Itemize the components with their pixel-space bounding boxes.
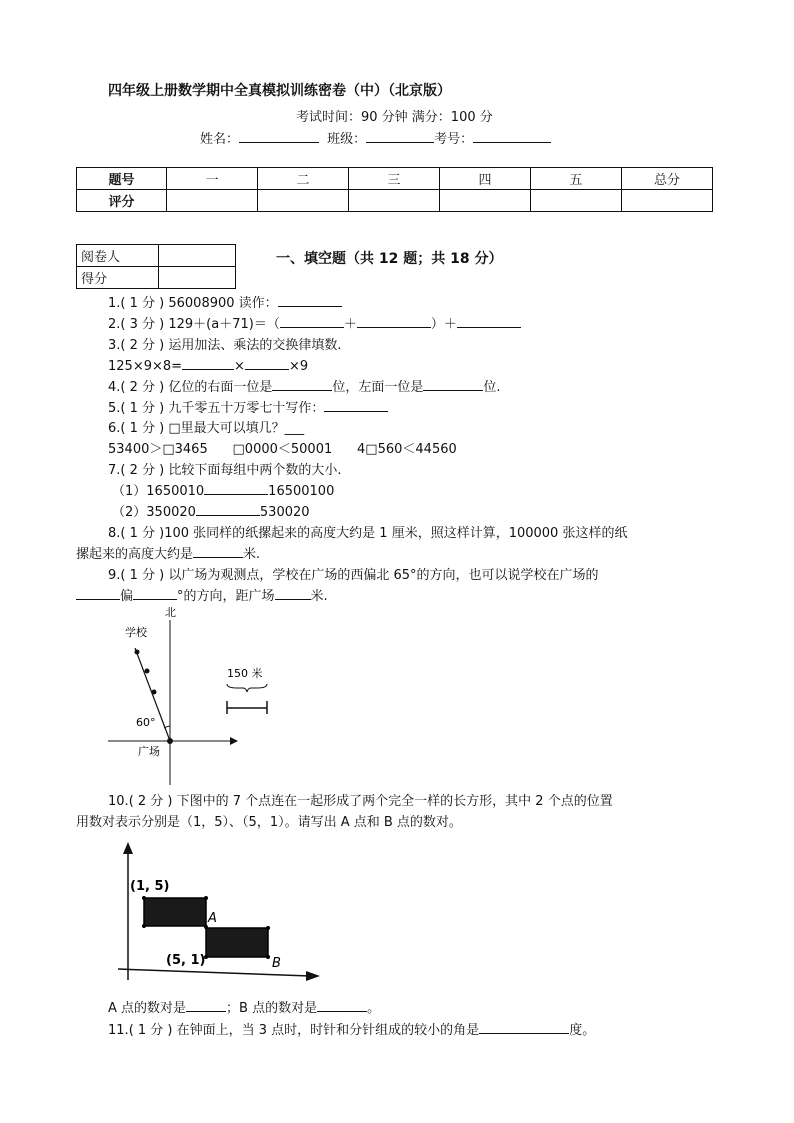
- scale-brace: [227, 684, 267, 692]
- score-row-header: 评分: [77, 190, 167, 212]
- answer-blank[interactable]: [275, 587, 311, 600]
- page-title: 四年级上册数学期中全真模拟训练密卷（中）（北京版）: [108, 83, 451, 99]
- rectangle-right: [206, 928, 268, 957]
- answer-blank[interactable]: [193, 545, 243, 558]
- point: [142, 924, 146, 928]
- north-label: 北: [165, 606, 176, 619]
- answer-blank[interactable]: [457, 315, 521, 328]
- point: [135, 650, 140, 655]
- question-2: 2.( 3 分 ) 129＋(a＋71)＝（ ＋ ）＋: [108, 315, 521, 335]
- x-axis: [118, 969, 310, 976]
- point-b: [266, 955, 270, 959]
- score-cell[interactable]: [167, 190, 258, 212]
- question-8-line2: 摞起来的高度大约是 米.: [76, 547, 261, 562]
- scale-label: 150 米: [227, 667, 263, 680]
- question-6: 6.( 1 分 ) □里最大可以填几？___: [108, 421, 305, 436]
- point: [266, 926, 270, 930]
- arrow-icon: [230, 737, 238, 745]
- rectangle-left: [144, 898, 206, 926]
- column-3: 三: [348, 168, 439, 190]
- point: [152, 690, 157, 695]
- answer-blank[interactable]: [186, 999, 226, 1012]
- answer-blank[interactable]: [245, 357, 289, 370]
- answer-blank[interactable]: [280, 315, 344, 328]
- class-label: 班级：: [327, 132, 367, 147]
- plaza-label: 广场: [138, 745, 160, 758]
- answer-blank[interactable]: [324, 399, 388, 412]
- question-4: 4.( 2 分 ) 亿位的右面一位是 位，左面一位是 位.: [108, 380, 501, 395]
- class-field[interactable]: [366, 130, 434, 143]
- reviewer-table: [76, 244, 236, 289]
- question-7: 7.( 2 分 ) 比较下面每组中两个数的大小.: [108, 463, 342, 478]
- question-6-line2: 53400＞□3465 □0000＜50001 4□560＜44560: [108, 442, 457, 457]
- score-cell[interactable]: [348, 190, 439, 212]
- point: [142, 896, 146, 900]
- section-title: 一、填空题（共 12 题；共 18 分）: [276, 251, 503, 267]
- question-7-row2: （2）350020 530020: [112, 505, 310, 520]
- name-label: 姓名：: [200, 132, 240, 147]
- question-9-line2: 偏 °的方向，距广场 米.: [76, 587, 328, 607]
- answer-blank[interactable]: [423, 378, 483, 391]
- arrow-icon: [123, 842, 133, 854]
- question-9: 9.( 1 分 ) 以广场为观测点，学校在广场的西偏北 65°的方向，也可以说学校在广场的: [108, 568, 599, 583]
- plaza-point: [167, 738, 173, 744]
- question-8: 8.( 1 分 )100 张同样的纸摞起来的高度大约是 1 厘米，照这样计算，100000 张这样的纸: [108, 526, 628, 541]
- score-value-cell[interactable]: [158, 267, 235, 289]
- point-5-1-label: (5, 1): [166, 953, 206, 968]
- reviewer-cell[interactable]: [158, 245, 235, 267]
- question-7-row1: （1）1650010 16500100: [112, 484, 335, 499]
- score-cell[interactable]: [621, 190, 712, 212]
- question-11: 11.( 1 分 ) 在钟面上，当 3 点时，时针和分针组成的较小的角是 度。: [108, 1023, 596, 1038]
- answer-blank[interactable]: [76, 587, 120, 600]
- column-4: 四: [439, 168, 530, 190]
- question-3-line2: 125×9×8= × ×9: [108, 359, 309, 374]
- column-1: 一: [167, 168, 258, 190]
- point-b-label: B: [272, 956, 281, 971]
- score-cell[interactable]: [257, 190, 348, 212]
- answer-blank[interactable]: [317, 999, 367, 1012]
- question-10: 10.( 2 分 ) 下图中的 7 个点连在一起形成了两个完全一样的长方形，其中 2 个点的位置: [108, 794, 613, 809]
- question-3: 3.( 2 分 ) 运用加法、乘法的交换律填数.: [108, 338, 342, 353]
- direction-diagram: [100, 600, 300, 790]
- angle-label: 60°: [136, 716, 156, 729]
- exam-info: 考试时间：90 分钟 满分：100 分: [296, 110, 493, 125]
- score-table: [76, 167, 713, 212]
- answer-blank[interactable]: [479, 1021, 569, 1034]
- point: [145, 669, 150, 674]
- school-label: 学校: [125, 626, 147, 639]
- column-5: 五: [530, 168, 621, 190]
- id-field[interactable]: [473, 130, 551, 143]
- name-field[interactable]: [239, 130, 319, 143]
- column-total: 总分: [621, 168, 712, 190]
- id-label: 考号：: [434, 132, 474, 147]
- answer-blank[interactable]: [182, 357, 234, 370]
- student-info-row: [200, 128, 551, 147]
- point-a-label: A: [208, 911, 217, 926]
- column-2: 二: [257, 168, 348, 190]
- answer-blank[interactable]: [278, 294, 342, 307]
- question-1: 1.( 1 分 ) 56008900 读作：: [108, 294, 342, 314]
- score-cell[interactable]: [530, 190, 621, 212]
- answer-blank[interactable]: [272, 378, 332, 391]
- rectangles-diagram: [108, 840, 328, 990]
- arrow-icon: [306, 971, 320, 981]
- reviewer-label: 阅卷人: [77, 245, 159, 267]
- answer-blank[interactable]: [196, 503, 260, 516]
- score-table-header: 题号: [77, 168, 167, 190]
- question-10-answer: A 点的数对是 ；B 点的数对是 。: [108, 1001, 381, 1016]
- point-1-5-label: (1, 5): [130, 879, 170, 894]
- answer-blank[interactable]: [357, 315, 431, 328]
- answer-blank[interactable]: [133, 587, 177, 600]
- score-cell[interactable]: [439, 190, 530, 212]
- point: [204, 896, 208, 900]
- answer-blank[interactable]: [204, 482, 268, 495]
- question-10-line2: 用数对表示分别是（1，5）、（5，1）。请写出 A 点和 B 点的数对。: [76, 815, 462, 830]
- score-label: 得分: [77, 267, 159, 289]
- question-5: 5.( 1 分 ) 九千零五十万零七十写作：: [108, 399, 388, 419]
